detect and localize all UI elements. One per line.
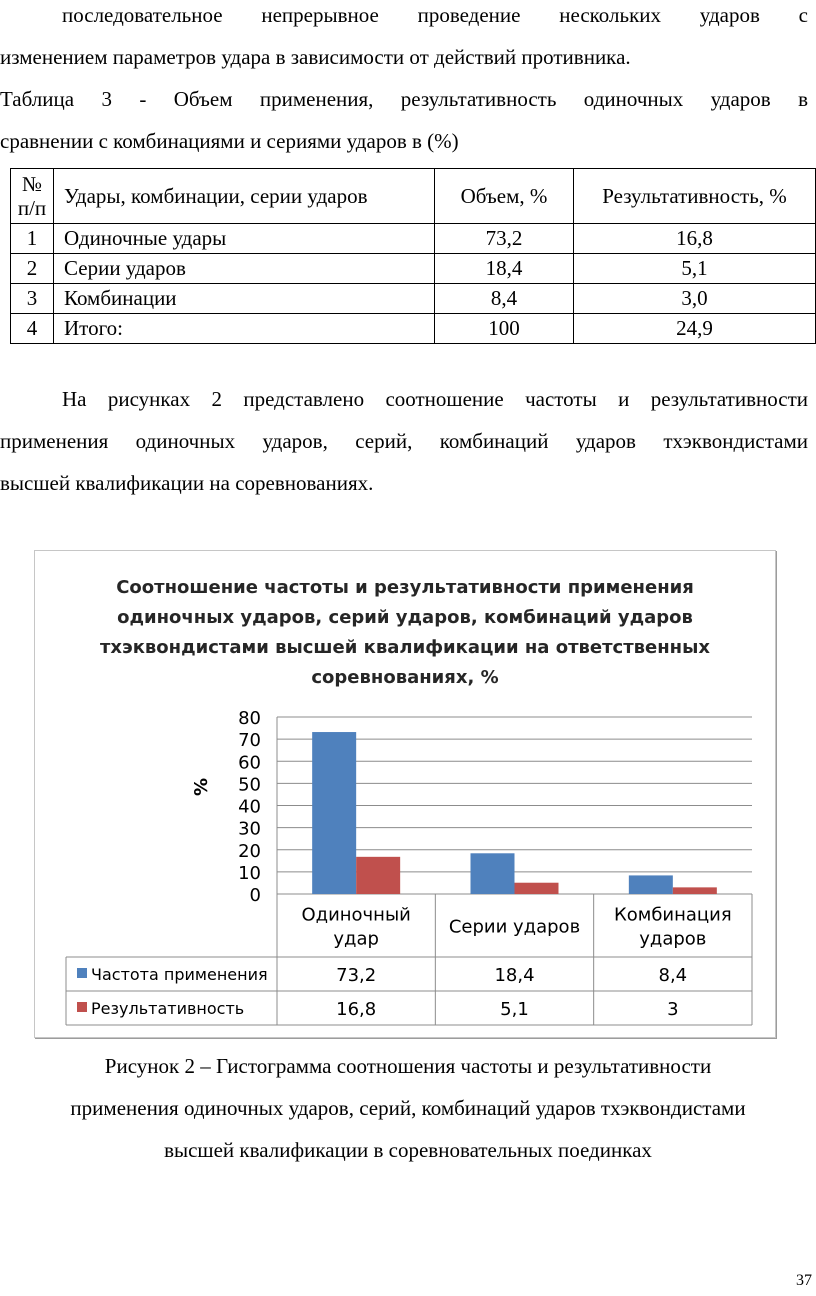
table-row: [11, 224, 816, 254]
y-tick-label: 20: [238, 840, 261, 862]
chart-title-line: Соотношение частоты и результативности применения: [116, 577, 694, 598]
page-number: 37: [796, 1272, 812, 1289]
y-tick-label: 10: [238, 862, 261, 884]
cell-volume: 100: [435, 314, 574, 344]
category-label: Комбинация: [613, 904, 732, 926]
bar: [356, 857, 400, 894]
y-tick-label: 30: [238, 818, 261, 840]
bar: [515, 883, 559, 894]
data-value-label: 5,1: [500, 999, 529, 1020]
cell-volume: 18,4: [435, 254, 574, 284]
header-cell-name: Удары, комбинации, серии ударов: [54, 169, 435, 224]
category-label: ударов: [639, 928, 707, 950]
y-tick-label: 40: [238, 796, 261, 818]
cell-number: 1: [11, 224, 54, 254]
bar-chart: [35, 551, 775, 1037]
intro-paragraph: [0, 0, 808, 78]
category-label: удар: [333, 928, 379, 950]
table-row: [11, 284, 816, 314]
cell-effectiveness: 3,0: [574, 284, 816, 314]
cell-effectiveness: 16,8: [574, 224, 816, 254]
cell-name: Одиночные удары: [54, 224, 435, 254]
cell-effectiveness: 24,9: [574, 314, 816, 344]
bar: [673, 887, 717, 894]
bar: [312, 732, 356, 894]
cell-volume: 73,2: [435, 224, 574, 254]
chart-title-line: соревнованиях, %: [311, 667, 499, 688]
cell-name: Комбинации: [54, 284, 435, 314]
chart-frame: [34, 550, 776, 1038]
cell-name: Серии ударов: [54, 254, 435, 284]
cell-number: 3: [11, 284, 54, 314]
legend-swatch: [77, 968, 87, 978]
results-table: [10, 168, 816, 344]
header-cell-number: № п/п: [11, 169, 54, 224]
header-cell-effectiveness: Результативность, %: [574, 169, 816, 224]
figure-caption: [0, 1045, 816, 1171]
legend-label: Частота применения: [91, 965, 268, 984]
chart-title-line: тхэквондистами высшей квалификации на ответственных: [99, 637, 710, 658]
table-header-row: [11, 169, 816, 224]
y-tick-label: 80: [238, 708, 261, 729]
chart-title-line: одиночных ударов, серий ударов, комбинаций ударов: [117, 607, 693, 628]
bar: [471, 853, 515, 894]
category-label: Серии ударов: [448, 916, 581, 938]
body-line: На рисунках 2 представлено соотношение частоты и результативности: [62, 387, 808, 411]
data-value-label: 18,4: [494, 965, 535, 986]
y-tick-label: 0: [249, 885, 261, 906]
cell-effectiveness: 5,1: [574, 254, 816, 284]
cell-name: Итого:: [54, 314, 435, 344]
data-value-label: 3: [667, 999, 679, 1020]
table-row: [11, 314, 816, 344]
bar: [629, 875, 673, 894]
data-value-label: 73,2: [336, 965, 377, 986]
y-tick-label: 60: [238, 752, 261, 774]
intro-line: изменением параметров удара в зависимости от действий противника.: [0, 45, 631, 69]
table-caption-line: сравнении с комбинациями и сериями ударов в (%): [0, 129, 459, 153]
legend-swatch: [77, 1002, 87, 1012]
y-tick-label: 70: [238, 730, 261, 752]
intro-line: последовательное непрерывное проведение нескольких ударов с: [62, 3, 808, 27]
cell-number: 2: [11, 254, 54, 284]
data-value-label: 8,4: [658, 965, 688, 986]
figure-caption-line: Рисунок 2 – Гистограмма соотношения частоты и результативности: [104, 1054, 712, 1078]
body-line: высшей квалификации на соревнованиях.: [0, 471, 374, 495]
table-caption: [0, 78, 808, 162]
body-paragraph: [0, 378, 808, 504]
table-row: [11, 254, 816, 284]
category-label: Одиночный: [301, 904, 411, 926]
data-value-label: 16,8: [336, 999, 377, 1020]
y-axis-label: %: [191, 777, 212, 797]
cell-number: 4: [11, 314, 54, 344]
cell-volume: 8,4: [435, 284, 574, 314]
figure-caption-line: применения одиночных ударов, серий, комбинаций ударов тхэквондистами: [70, 1096, 746, 1120]
body-line: применения одиночных ударов, серий, комбинаций ударов тхэквондистами: [0, 429, 808, 453]
table-caption-line: Таблица 3 - Объем применения, результативность одиночных ударов в: [0, 87, 808, 111]
y-tick-label: 50: [238, 774, 261, 796]
figure-caption-line: высшей квалификации в соревновательных поединках: [164, 1138, 652, 1162]
header-cell-volume: Объем, %: [435, 169, 574, 224]
legend-label: Результативность: [91, 999, 245, 1018]
